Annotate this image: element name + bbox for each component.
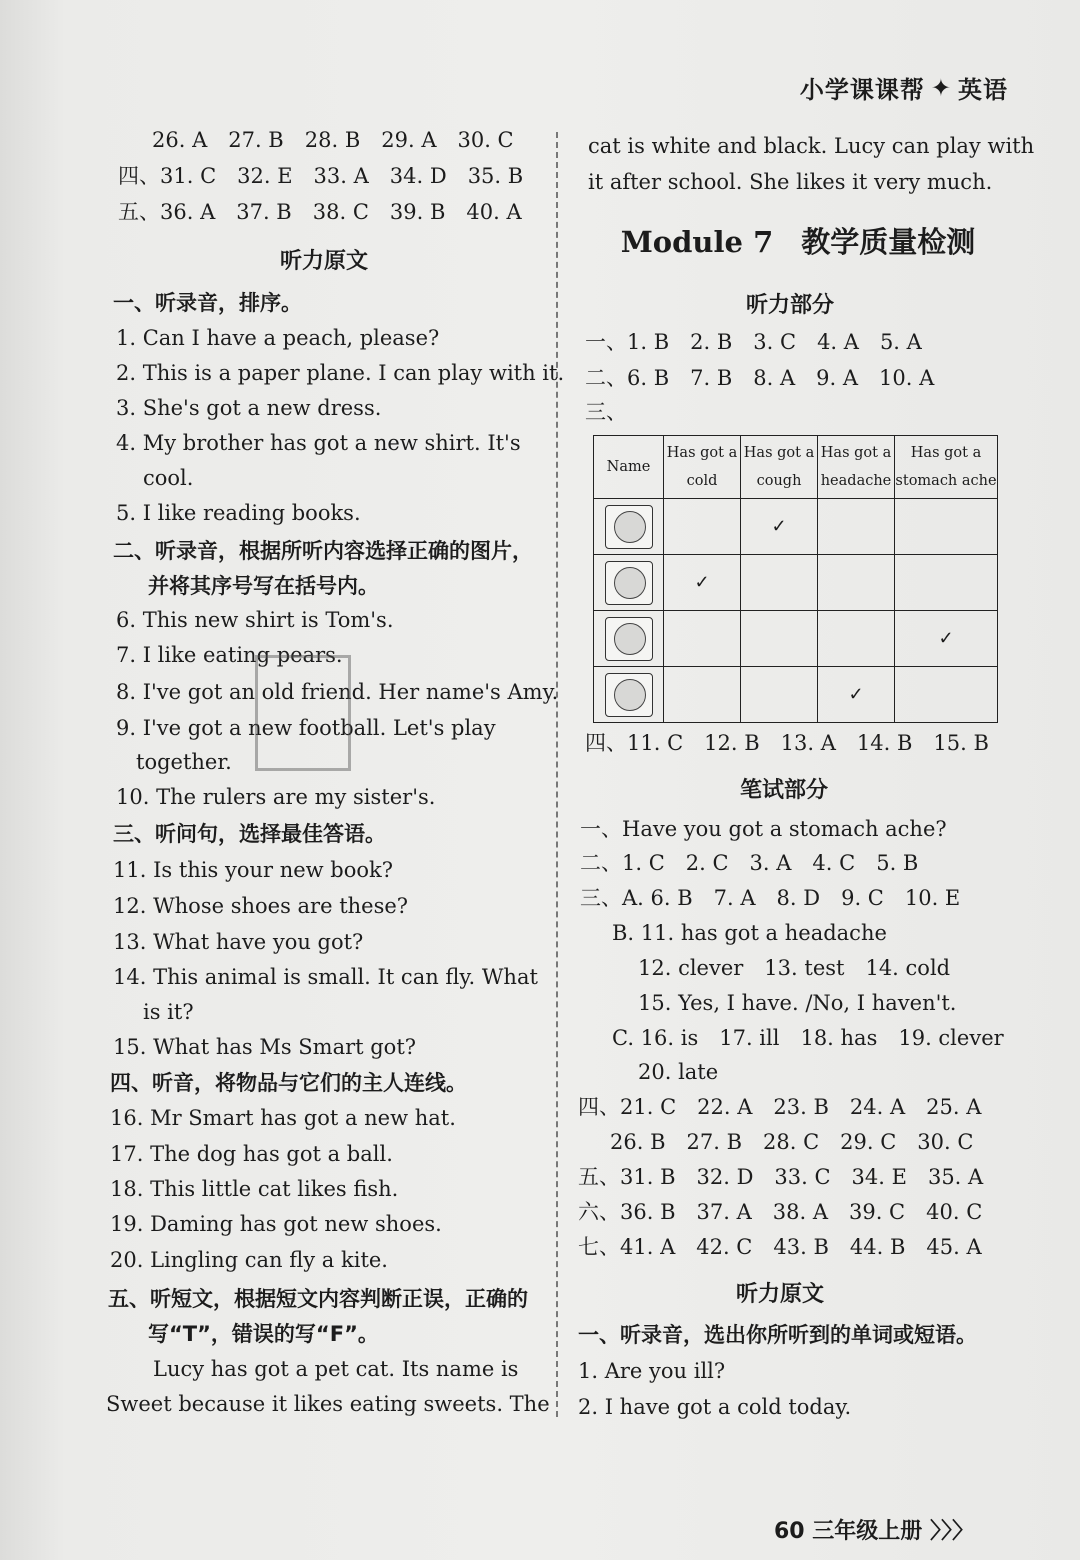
answer-line: 15. Yes, I have. /No, I haven't. bbox=[638, 991, 957, 1015]
answer-line: 二、1. C 2. C 3. A 4. C 5. B bbox=[580, 851, 919, 875]
section-heading: 笔试部分 bbox=[740, 778, 829, 803]
module-subtitle: 教学质量检测 bbox=[801, 225, 976, 259]
answer-line: 五、31. B 32. D 33. C 34. E 35. A bbox=[578, 1165, 984, 1189]
script-line: 5. I like reading books. bbox=[116, 501, 361, 525]
page-number: 60 bbox=[774, 1519, 805, 1544]
script-line: 19. Daming has got new shoes. bbox=[110, 1212, 442, 1236]
script-line: 10. The rulers are my sister's. bbox=[116, 785, 436, 809]
section-heading: 听力原文 bbox=[736, 1282, 825, 1307]
header-headache: Has got a headache bbox=[818, 436, 895, 499]
check-cell bbox=[664, 611, 741, 667]
section-title: 一、听录音，选出你所听到的单词或短语。 bbox=[578, 1323, 977, 1347]
check-cell: ✓ bbox=[818, 667, 895, 723]
script-line: together. bbox=[136, 750, 232, 774]
section-title: 三、听问句，选择最佳答语。 bbox=[113, 822, 386, 846]
script-line: 4. My brother has got a new shirt. It's bbox=[116, 431, 521, 455]
section-title: 一、听录音，排序。 bbox=[113, 291, 302, 315]
girl-face-icon bbox=[605, 617, 653, 661]
script-line: 7. I like eating pears. bbox=[116, 643, 343, 667]
script-line: cool. bbox=[143, 466, 194, 490]
answer-line: B. 11. has got a headache bbox=[612, 921, 887, 945]
check-cell bbox=[818, 611, 895, 667]
check-cell bbox=[741, 611, 818, 667]
stamp-mark bbox=[255, 655, 351, 771]
check-cell bbox=[895, 667, 998, 723]
answer-line: 一、1. B 2. B 3. C 4. A 5. A bbox=[585, 330, 922, 354]
answer-line: 七、41. A 42. C 43. B 44. B 45. A bbox=[578, 1235, 982, 1259]
answer-line: 三、A. 6. B 7. A 8. D 9. C 10. E bbox=[580, 886, 961, 910]
script-line: 2. This is a paper plane. I can play with it. bbox=[116, 361, 565, 385]
table-row bbox=[594, 555, 998, 611]
answer-line: 一、Have you got a stomach ache? bbox=[580, 817, 947, 841]
check-cell bbox=[664, 499, 741, 555]
header-stomach: Has got a stomach ache bbox=[895, 436, 998, 499]
answer-line: 26. B 27. B 28. C 29. C 30. C bbox=[610, 1130, 974, 1154]
answer-line: 三、 bbox=[585, 400, 627, 424]
page-footer bbox=[774, 1514, 974, 1545]
answer-line: 四、21. C 22. A 23. B 24. A 25. A bbox=[578, 1095, 982, 1119]
table-row bbox=[594, 499, 998, 555]
answer-line: C. 16. is 17. ill 18. has 19. clever bbox=[612, 1026, 1004, 1050]
script-line: 11. Is this your new book? bbox=[113, 858, 394, 882]
answer-line: 六、36. B 37. A 38. A 39. C 40. C bbox=[578, 1200, 983, 1224]
passage-line: Lucy has got a pet cat. Its name is bbox=[153, 1357, 519, 1381]
passage-line: Sweet because it likes eating sweets. The bbox=[106, 1392, 550, 1416]
script-line: 8. I've got an old friend. Her name's Amy. bbox=[116, 680, 559, 704]
section-title: 五、听短文，根据短文内容判断正误，正确的 bbox=[108, 1287, 528, 1311]
girl-face-icon bbox=[605, 505, 653, 549]
script-line: 14. This animal is small. It can fly. What bbox=[113, 965, 538, 989]
script-line: 16. Mr Smart has got a new hat. bbox=[110, 1106, 456, 1130]
passage-line: it after school. She likes it very much. bbox=[588, 170, 993, 194]
check-cell: ✓ bbox=[741, 499, 818, 555]
table-row bbox=[594, 667, 998, 723]
table-header-row bbox=[594, 436, 998, 499]
section-heading: 听力原文 bbox=[280, 249, 369, 274]
section-title: 二、听录音，根据所听内容选择正确的图片， bbox=[113, 539, 533, 563]
script-line: 17. The dog has got a ball. bbox=[110, 1142, 393, 1166]
script-line: 15. What has Ms Smart got? bbox=[113, 1035, 417, 1059]
script-line: 13. What have you got? bbox=[113, 930, 364, 954]
brand-subject: 英语 bbox=[958, 76, 1008, 104]
script-line: 2. I have got a cold today. bbox=[578, 1395, 852, 1419]
check-cell bbox=[664, 667, 741, 723]
column-divider bbox=[556, 132, 558, 1417]
script-line: 1. Can I have a peach, please? bbox=[116, 326, 440, 350]
script-line: 3. She's got a new dress. bbox=[116, 396, 382, 420]
script-line: 12. Whose shoes are these? bbox=[113, 894, 409, 918]
section-title: 写“T”，错误的写“F”。 bbox=[148, 1322, 379, 1346]
answer-line: 四、11. C 12. B 13. A 14. B 15. B bbox=[585, 731, 989, 755]
check-cell: ✓ bbox=[664, 555, 741, 611]
passage-line: cat is white and black. Lucy can play with bbox=[588, 134, 1035, 158]
section-title: 并将其序号写在括号内。 bbox=[148, 574, 379, 598]
symptom-table bbox=[593, 435, 998, 723]
answer-line: 四、31. C 32. E 33. A 34. D 35. B bbox=[118, 164, 524, 188]
header-cough: Has got a cough bbox=[741, 436, 818, 499]
section-heading: 听力部分 bbox=[746, 293, 835, 318]
script-line: 9. I've got a new football. Let's play bbox=[116, 716, 496, 740]
check-cell bbox=[818, 555, 895, 611]
arrows-icon: 〉〉〉 bbox=[929, 1519, 974, 1544]
answer-line: 二、6. B 7. B 8. A 9. A 10. A bbox=[585, 366, 935, 390]
module-title bbox=[558, 220, 1038, 261]
answer-line: 五、36. A 37. B 38. C 39. B 40. A bbox=[118, 200, 522, 224]
check-cell bbox=[741, 667, 818, 723]
script-line: is it? bbox=[143, 1000, 194, 1024]
brand-logo-icon: ✦ bbox=[930, 73, 952, 102]
script-line: 1. Are you ill? bbox=[578, 1359, 726, 1383]
script-line: 6. This new shirt is Tom's. bbox=[116, 608, 394, 632]
brand-header bbox=[800, 70, 1008, 105]
script-line: 20. Lingling can fly a kite. bbox=[110, 1248, 388, 1272]
check-cell bbox=[895, 555, 998, 611]
grade-label: 三年级上册 bbox=[812, 1519, 923, 1544]
check-cell bbox=[895, 499, 998, 555]
header-cold: Has got a cold bbox=[664, 436, 741, 499]
section-title: 四、听音，将物品与它们的主人连线。 bbox=[110, 1071, 467, 1095]
header-name: Name bbox=[594, 436, 664, 499]
brand-title: 小学课课帮 bbox=[799, 76, 925, 104]
check-cell: ✓ bbox=[895, 611, 998, 667]
module-number: Module 7 bbox=[620, 225, 774, 259]
answer-line: 20. late bbox=[638, 1060, 719, 1084]
script-line: 18. This little cat likes fish. bbox=[110, 1177, 399, 1201]
table-row bbox=[594, 611, 998, 667]
baby-face-icon bbox=[605, 673, 653, 717]
check-cell bbox=[818, 499, 895, 555]
answer-line: 26. A 27. B 28. B 29. A 30. C bbox=[152, 128, 514, 152]
answer-line: 12. clever 13. test 14. cold bbox=[638, 956, 951, 980]
check-cell bbox=[741, 555, 818, 611]
boy-face-icon bbox=[605, 561, 653, 605]
